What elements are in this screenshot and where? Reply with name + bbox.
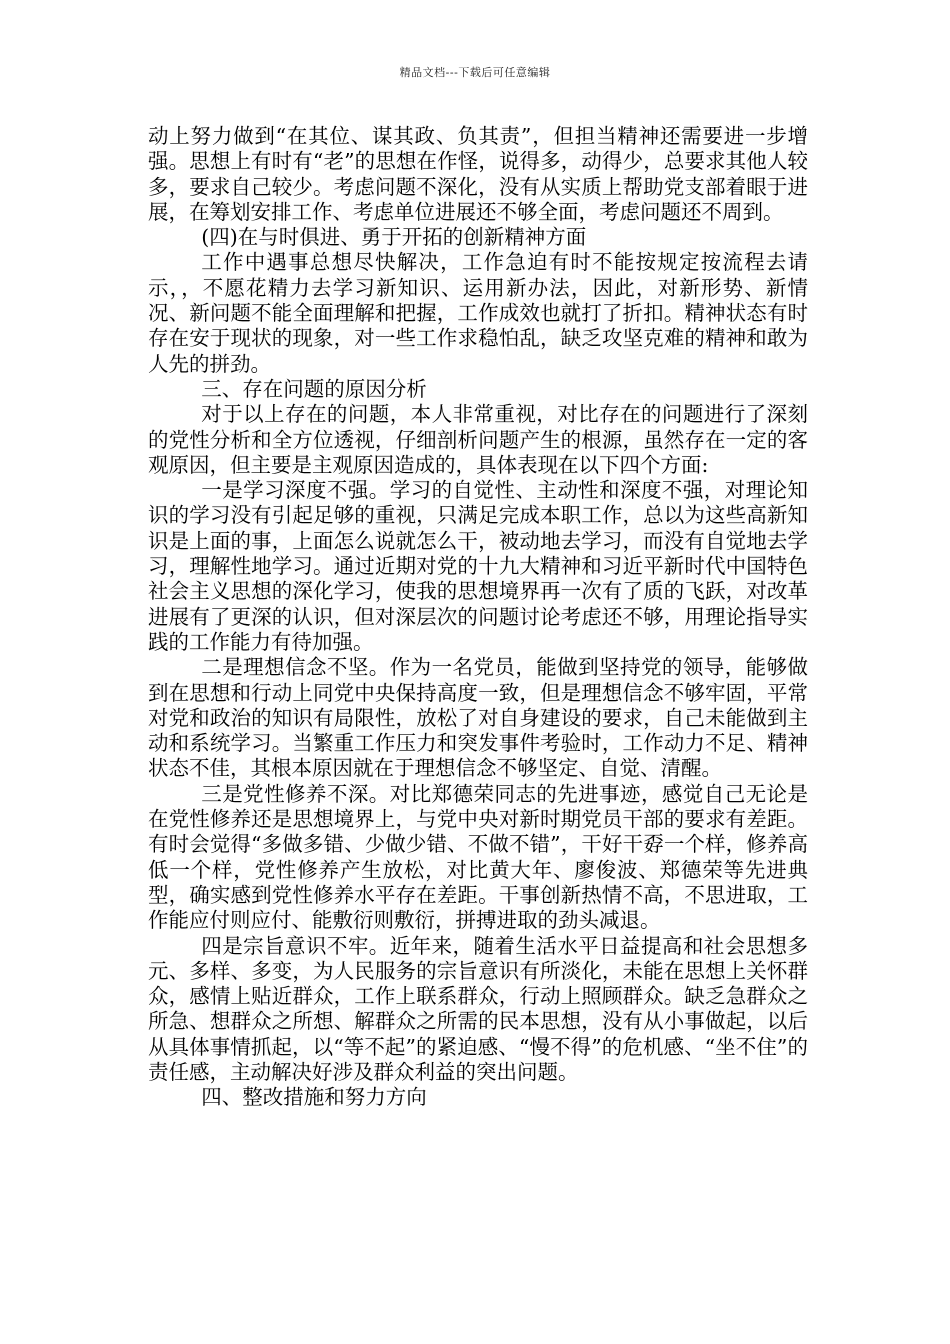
page-header: 精品文档---下载后可任意编辑 <box>399 66 551 79</box>
paragraph: 对于以上存在的问题，本人非常重视，对比存在的问题进行了深刻的党性分析和全方位透视，仔细剖析问题产生的根源，虽然存在一定的客观原因，但主要是主观原因造成的，具体表现在以下四个方面: <box>148 402 808 477</box>
section-heading: 四、整改措施和努力方向 <box>201 1085 427 1110</box>
paragraph: 四是宗旨意识不牢。近年来，随着生活水平日益提高和社会思想多元、多样、多变，为人民服务的宗旨意识有所淡化，未能在思想上关怀群众，感情上贴近群众，工作上联系群众，行动上照顾群众。缺乏急群众之所急、想群众之所想、解群众之所需的民本思想，没有从小事做起，以后从具体事情抓起，以“等不起”的紧迫感、“慢不得”的危机感、“坐不住”的责任感，主动解决好涉及群众利益的突出问题。 <box>148 933 808 1084</box>
document-body <box>148 124 808 1111</box>
section-heading: (四)在与时俱进、勇于开拓的创新精神方面 <box>201 225 587 250</box>
paragraph: 工作中遇事总想尽快解决，工作急迫有时不能按规定按流程去请示，，不愿花精力去学习新知识、运用新办法，因此，对新形势、新情况、新问题不能全面理解和把握，工作成效也就打了折扣。精神状态有时存在安于现状的现象，对一些工作求稳怕乱，缺乏攻坚克难的精神和敢为人先的拼劲。 <box>148 250 808 376</box>
section-heading: 三、存在问题的原因分析 <box>201 376 427 401</box>
paragraph: 二是理想信念不坚。作为一名党员，能做到坚持党的领导，能够做到在思想和行动上同党中央保持高度一致，但是理想信念不够牢固，平常对党和政治的知识有局限性，放松了对自身建设的要求，自己未能做到主动和系统学习。当繁重工作压力和突发事件考验时，工作动力不足、精神状态不佳，其根本原因就在于理想信念不够坚定、自觉、清醒。 <box>148 655 808 781</box>
paragraph: 三是党性修养不深。对比郑德荣同志的先进事迹，感觉自己无论是在党性修养还是思想境界上，与党中央对新时期党员干部的要求有差距。有时会觉得“多做多错、少做少错、不做不错”，干好干孬一个样，修养高低一个样，党性修养产生放松，对比黄大年、廖俊波、郑德荣等先进典型，确实感到党性修养水平存在差距。干事创新热情不高，不思进取，工作能应付则应付、能敷衍则敷衍，拼搏进取的劲头减退。 <box>148 781 808 933</box>
paragraph: 动上努力做到“在其位、谋其政、负其责”，但担当精神还需要进一步增强。思想上有时有“老”的思想在作怪，说得多，动得少，总要求其他人较多，要求自己较少。考虑问题不深化，没有从实质上帮助党支部着眼于进展，在筹划安排工作、考虑单位进展还不够全面，考虑问题还不周到。 <box>148 124 808 224</box>
paragraph: 一是学习深度不强。学习的自觉性、主动性和深度不强，对理论知识的学习没有引起足够的重视，只满足完成本职工作，总以为这些高新知识是上面的事，上面怎么说就怎么干，被动地去学习，而没有自觉地去学习，理解性地学习。通过近期对党的十九大精神和习近平新时代中国特色社会主义思想的深化学习，使我的思想境界再一次有了质的飞跃，对改革进展有了更深的认识，但对深层次的问题讨论考虑还不够，用理论指导实践的工作能力有待加强。 <box>148 478 808 654</box>
